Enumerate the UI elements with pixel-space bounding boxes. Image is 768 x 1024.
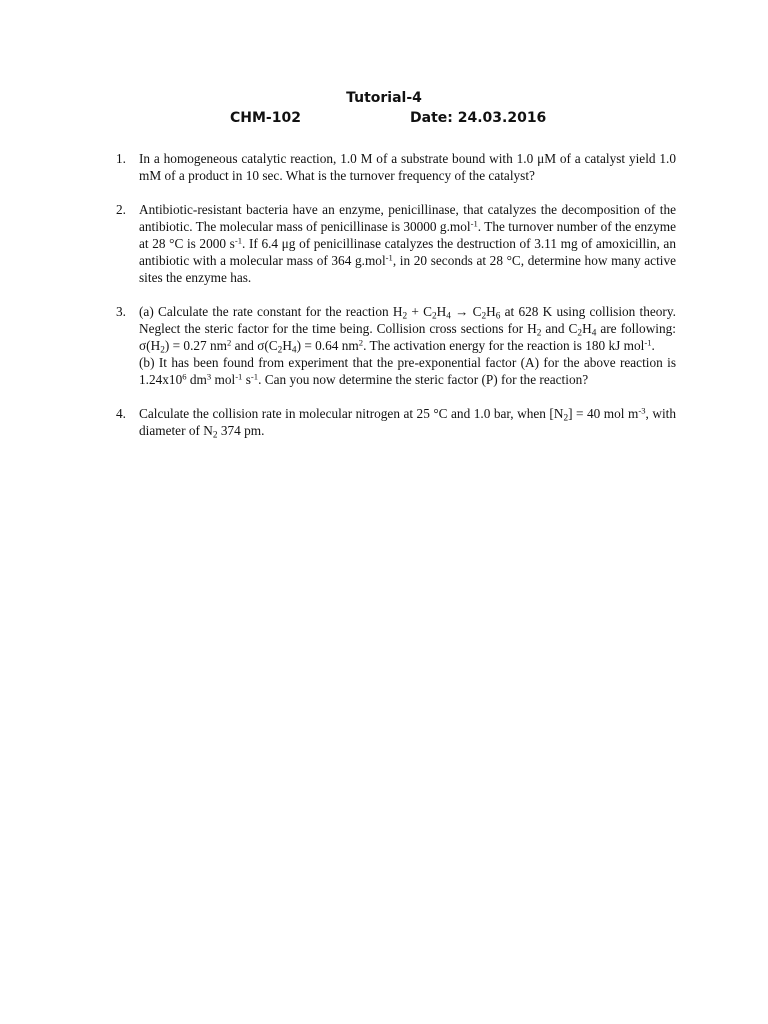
question-number: 4. (116, 406, 126, 421)
date-label: Date: 24.03.2016 (410, 110, 547, 126)
question-part-a: (a) Calculate the rate constant for the reaction $H_2 + C_2H_4 \to C_2H_6$ at 628 K using collision theory. Neglect the steric factor for the time being. Collision cross sections for $H_2$ and $C_2H_4$ are following: $\sigma(H_2) = 0.27$ $nm^2$ and $\sigma(C_2H_4) = 0.64$ $nm^2$. The activation energy for the reaction is 180 kJ mol$^{-1}$. (139, 304, 676, 356)
question-1 (116, 150, 676, 184)
course-code: CHM-102 (230, 110, 301, 126)
question-part-b: (b) It has been found from experiment that the pre-exponential factor (A) for the above reaction is $1.24x10^6$ $dm^3$ mol$^{-1}$ $s^{-1}$. Can you now determine the steric factor (P) for the reaction? (139, 355, 676, 387)
question-text: In a homogeneous catalytic reaction, 1.0 M of a substrate bound with 1.0 μM of a catalyst yield 1.0 mM of a product in 10 sec. What is the turnover frequency of the catalyst? (139, 151, 676, 183)
question-4 (116, 405, 676, 441)
question-number: 1. (116, 151, 126, 166)
question-list (116, 150, 677, 441)
page-title: Tutorial-4 (346, 90, 422, 106)
question-text: Antibiotic-resistant bacteria have an enzyme, penicillinase, that catalyzes the decomposition of the antibiotic. The molecular mass of penicillinase is 30000 g.mol$^{-1}$. The turnover number of the enzyme at 28 °C is 2000 $s^{-1}$. If 6.4 μg of penicillinase catalyzes the destruction of 3.11 mg of amoxicillin, an antibiotic with a molecular mass of 364 g.mol$^{-1}$, in 20 seconds at 28 °C, determine how many active sites the enzyme has. (139, 202, 677, 285)
question-text: Calculate the collision rate in molecular nitrogen at 25 °C and 1.0 bar, when $[N_2] = 40$ mol $m^{-3}$, with diameter of $N_2$ 374 pm. (139, 405, 676, 441)
question-number: 2. (116, 202, 126, 217)
question-3 (116, 303, 676, 388)
question-2 (116, 201, 677, 286)
question-number: 3. (116, 304, 126, 319)
